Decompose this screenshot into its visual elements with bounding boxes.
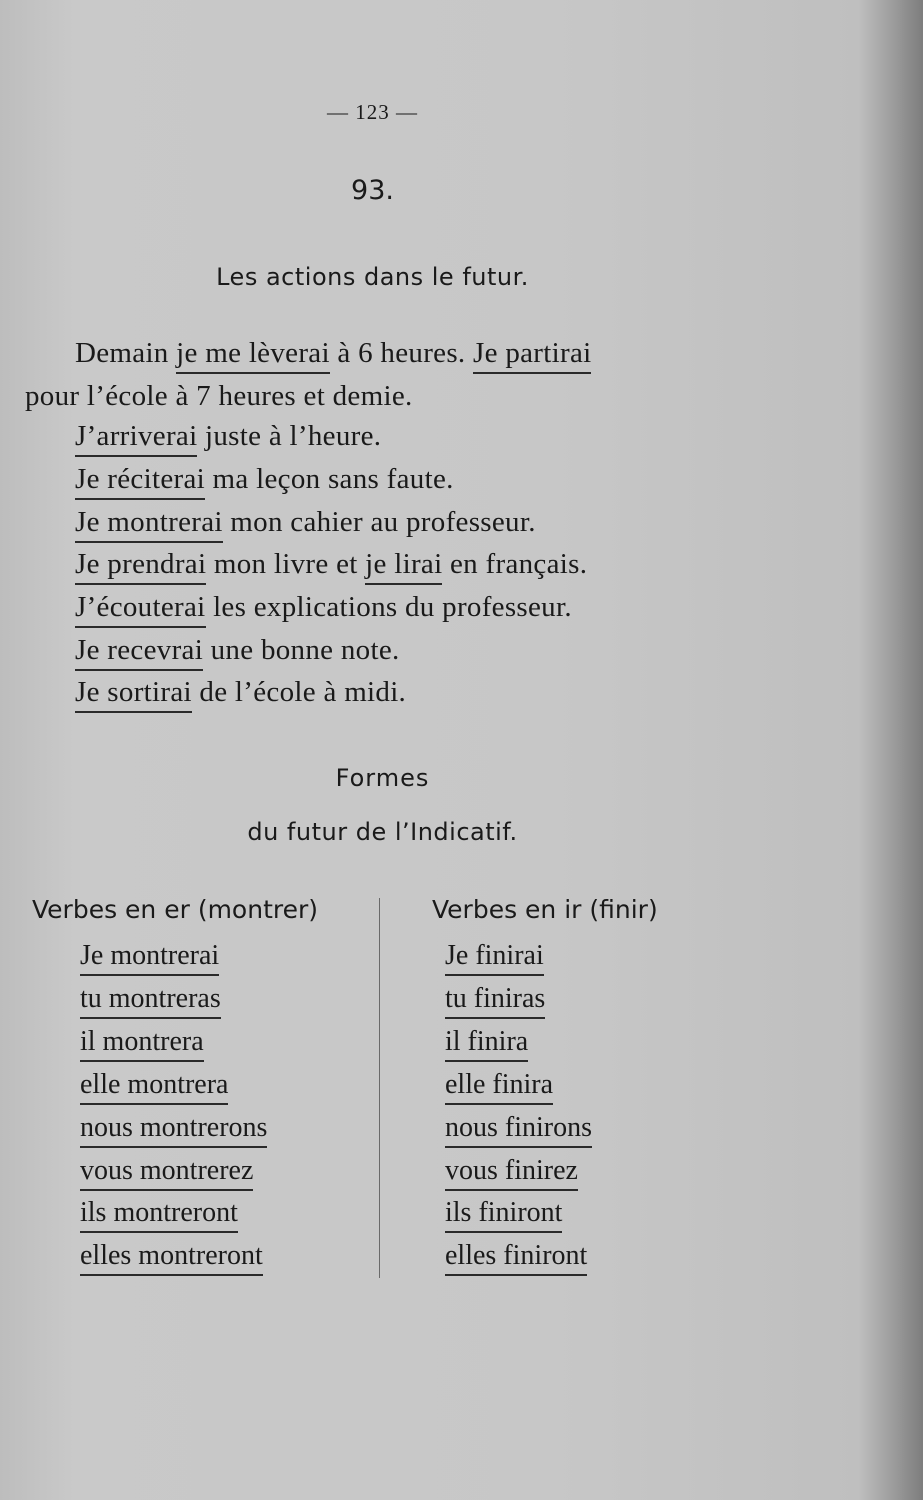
underlined-verb: Je réciterai <box>75 463 205 500</box>
line-segment: les explications du professeur. <box>205 591 572 623</box>
left-conjugation-form: tu montreras <box>80 983 221 1019</box>
line-segment: pour l’école à 7 heures et demie. <box>25 380 413 412</box>
text-line-6 <box>75 548 587 581</box>
right-column-heading: Verbes en ir (finir) <box>432 895 658 924</box>
text-line-4 <box>75 463 454 496</box>
line-segment: juste à l’heure. <box>197 420 382 452</box>
forms-subtitle: du futur de l’Indicatif. <box>247 818 518 846</box>
underlined-verb: je me lèverai <box>176 337 330 374</box>
underlined-verb: Je partirai <box>473 337 591 374</box>
text-line-1 <box>75 337 591 370</box>
right-conjugation-form: tu finiras <box>445 983 545 1019</box>
line-segment: en français. <box>442 548 588 580</box>
text-line-2 <box>25 380 413 413</box>
left-conjugation-form: vous montrerez <box>80 1155 253 1191</box>
line-segment: de l’école à midi. <box>191 676 407 708</box>
left-column-heading: Verbes en er (montrer) <box>32 895 319 924</box>
right-conjugation-form: vous finirez <box>445 1155 578 1191</box>
underlined-verb: Je prendrai <box>75 548 206 585</box>
right-conjugation-form: il finira <box>445 1026 528 1062</box>
line-segment: mon cahier au professeur. <box>222 506 536 538</box>
text-line-3 <box>75 420 381 453</box>
line-segment: mon livre et <box>206 548 366 580</box>
text-line-7 <box>75 591 572 624</box>
underlined-verb: J’arriverai <box>75 420 197 457</box>
right-conjugation-form: Je finirai <box>445 940 544 976</box>
underlined-verb: Je recevrai <box>75 634 203 671</box>
line-segment: ma leçon sans faute. <box>204 463 454 495</box>
line-segment: à 6 heures. <box>329 337 474 369</box>
left-conjugation-form: elles montreront <box>80 1240 263 1276</box>
text-line-8 <box>75 634 400 667</box>
right-conjugation-form: elles finiront <box>445 1240 587 1276</box>
left-conjugation-form: Je montrerai <box>80 940 219 976</box>
right-conjugation-form: elle finira <box>445 1069 553 1105</box>
left-conjugation-form: elle montrera <box>80 1069 228 1105</box>
lesson-title: Les actions dans le futur. <box>216 263 529 291</box>
left-conjugation-form: il montrera <box>80 1026 204 1062</box>
line-segment: une bonne note. <box>203 634 400 666</box>
underlined-verb: Je sortirai <box>75 676 192 713</box>
text-line-9 <box>75 676 406 709</box>
line-segment: Demain <box>75 337 177 369</box>
left-conjugation-form: nous montrerons <box>80 1112 267 1148</box>
text-line-5 <box>75 506 536 539</box>
column-divider <box>379 898 380 1278</box>
underlined-verb: Je montrerai <box>75 506 223 543</box>
page-number: — 123 — <box>327 100 418 124</box>
forms-title: Formes <box>335 764 430 792</box>
left-conjugation-form: ils montreront <box>80 1197 238 1233</box>
right-conjugation-form: nous finirons <box>445 1112 592 1148</box>
right-conjugation-form: ils finiront <box>445 1197 562 1233</box>
lesson-number: 93. <box>351 175 394 206</box>
underlined-verb: J’écouterai <box>75 591 206 628</box>
underlined-verb: je lirai <box>365 548 442 585</box>
